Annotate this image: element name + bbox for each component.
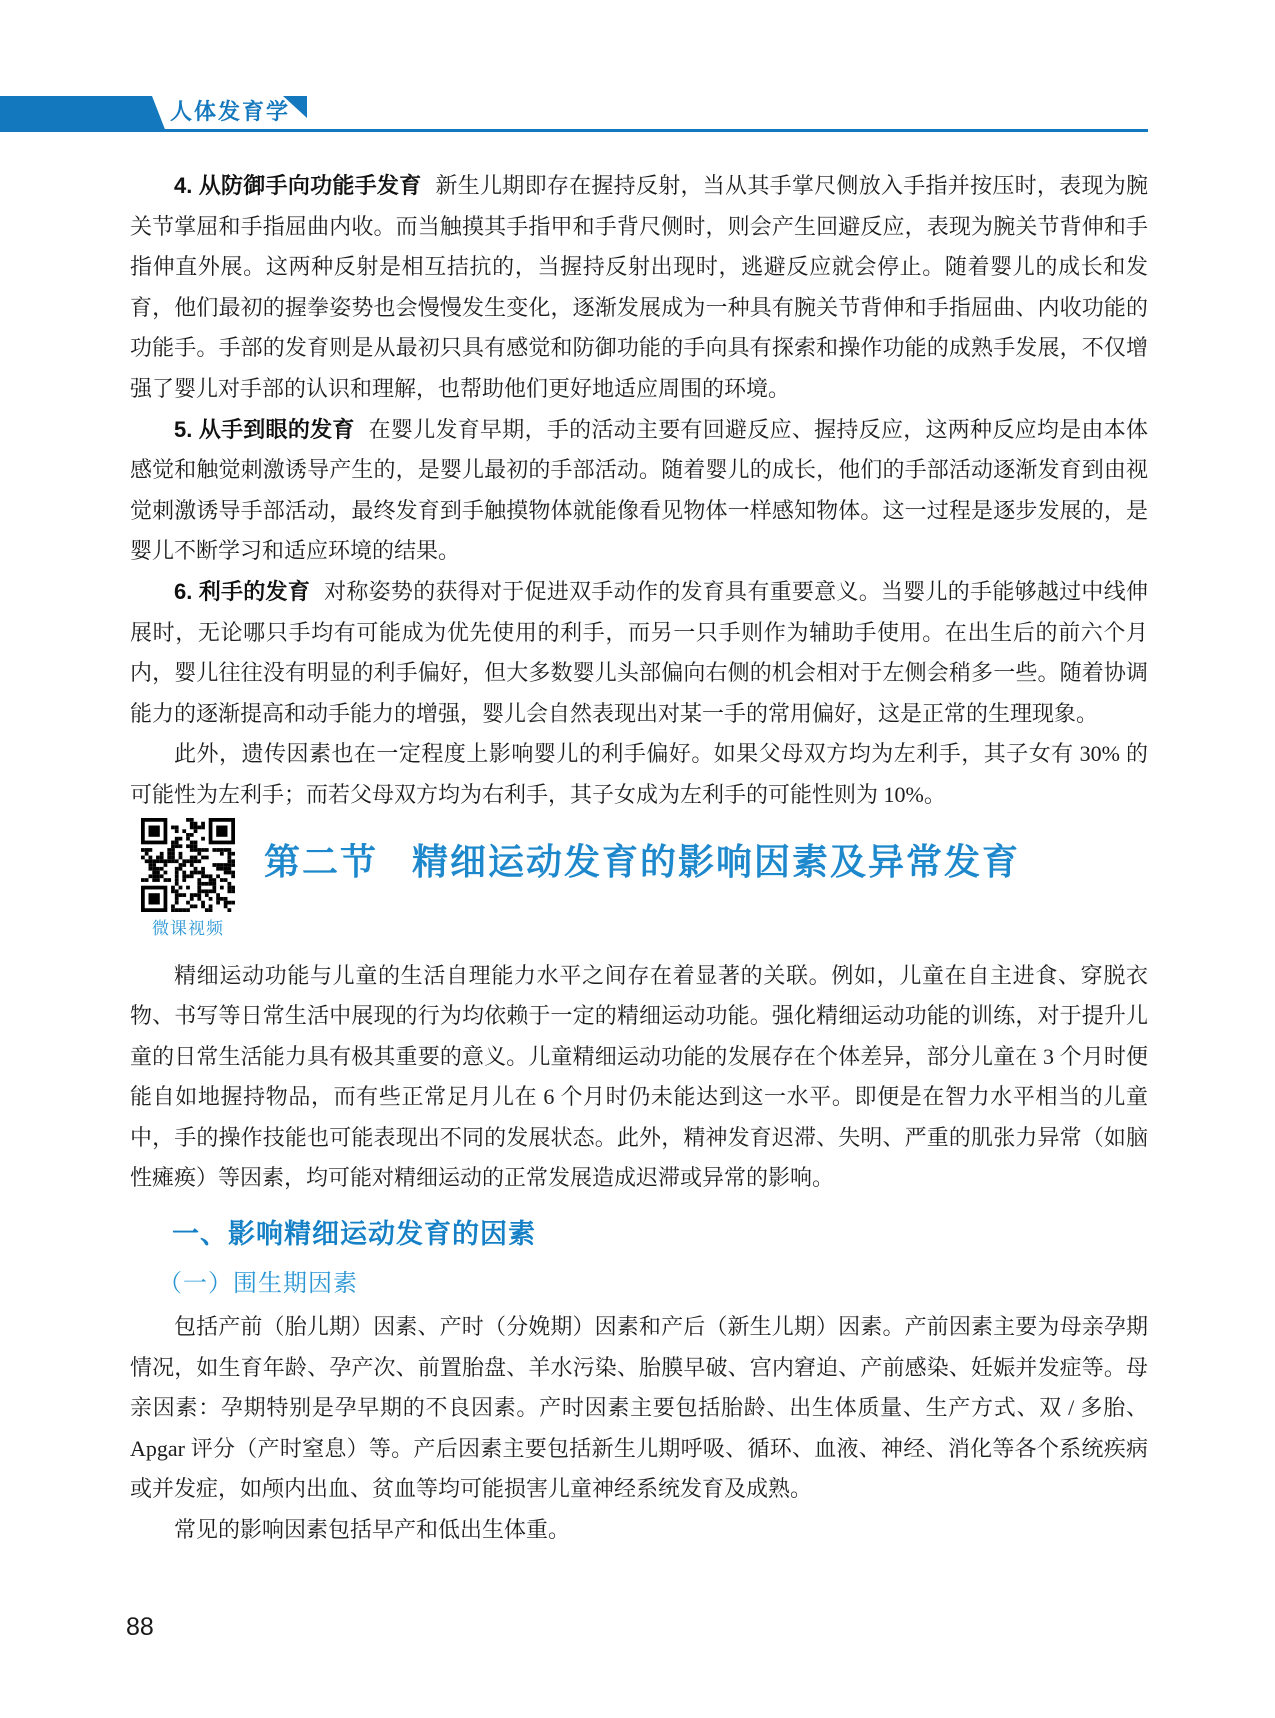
paragraph-common-factors: 常见的影响因素包括早产和低出生体重。	[174, 1517, 571, 1543]
paragraph-run-in-heading: 4. 从防御手向功能手发育	[174, 173, 422, 198]
paragraph-run-in-heading: 6. 利手的发育	[174, 578, 311, 604]
header-rule-line	[0, 129, 1148, 132]
qr-code	[141, 818, 235, 912]
paragraph-hand-to-eye	[130, 410, 1148, 572]
text-column	[130, 166, 1148, 1551]
paragraph-perinatal-detail: 包括产前（胎儿期）因素、产时（分娩期）因素和产后（新生儿期）因素。产前因素主要为母亲孕期情况，如生育年龄、孕产次、前置胎盘、羊水污染、胎膜早破、宫内窘迫、产前感染、妊娠并发症等。母亲因素：孕期特别是孕早期的不良因素。产时因素主要包括胎龄、出生体质量、生产方式、双 / 多胎、Apgar 评分（产时窒息）等。产后因素主要包括新生儿期呼吸、循环、血液、神经、消化等各个系统疾病或并发症，如颅内出血、贫血等均可能损害儿童神经系统发育及成熟。	[130, 1314, 1148, 1502]
paragraph-handedness	[130, 572, 1148, 734]
section-title-text: 精细运动发育的影响因素及异常发育	[412, 840, 1021, 882]
section-banner	[130, 818, 1148, 942]
heading-influencing-factors: 一、影响精细运动发育的因素	[172, 1219, 536, 1250]
paragraph-defensive-to-functional-hand	[130, 166, 1148, 410]
subheading-perinatal-factors: （一）围生期因素	[158, 1270, 358, 1298]
qr-block	[138, 818, 238, 939]
page-number: 88	[126, 1613, 154, 1641]
paragraph-body: 对称姿势的获得对于促进双手动作的发育具有重要意义。当婴儿的手能够越过中线伸展时，无论哪只手均有可能成为优先使用的利手，而另一只手则作为辅助手使用。在出生后的前六个月内，婴儿往往没有明显的利手偏好，但大多数婴儿头部偏向右侧的机会相对于左侧会稍多一些。随着协调能力的逐渐提高和动手能力的增强，婴儿会自然表现出对某一手的常用偏好，这是正常的生理现象。	[130, 578, 1148, 726]
section-title	[238, 818, 1148, 884]
paragraph-body: 在婴儿发育早期，手的活动主要有回避反应、握持反应，这两种反应均是由本体感觉和触觉刺激诱导产生的，是婴儿最初的手部活动。随着婴儿的成长，他们的手部活动逐渐发育到由视觉刺激诱导手部活动，最终发育到手触摸物体就能像看见物体一样感知物体。这一过程是逐步发展的，是婴儿不断学习和适应环境的结果。	[130, 416, 1148, 564]
paragraph-heredity-handedness: 此外，遗传因素也在一定程度上影响婴儿的利手偏好。如果父母双方均为左利手，其子女有 30% 的可能性为左利手；而若父母双方均为右利手，其子女成为左利手的可能性则为 10%。	[130, 741, 1148, 807]
running-head-book-title: 人体发育学	[169, 99, 290, 124]
header-blue-bar	[0, 96, 166, 132]
paragraph-body: 新生儿期即存在握持反射，当从其手掌尺侧放入手指并按压时，表现为腕关节掌屈和手指屈曲内收。而当触摸其手指甲和手背尺侧时，则会产生回避反应，表现为腕关节背伸和手指伸直外展。这两种反射是相互拮抗的，当握持反射出现时，逃避反应就会停止。随着婴儿的成长和发育，他们最初的握拳姿势也会慢慢发生变化，逐渐发展成为一种具有腕关节背伸和手指屈曲、内收功能的功能手。手部的发育则是从最初只具有感觉和防御功能的手向具有探索和操作功能的成熟手发展，不仅增强了婴儿对手部的认识和理解，也帮助他们更好地适应周围的环境。	[130, 173, 1148, 401]
paragraph-run-in-heading: 5. 从手到眼的发育	[174, 416, 355, 442]
paragraph-fine-motor-intro: 精细运动功能与儿童的生活自理能力水平之间存在着显著的关联。例如，儿童在自主进食、穿脱衣物、书写等日常生活中展现的行为均依赖于一定的精细运动功能。强化精细运动功能的训练，对于提升儿童的日常生活能力具有极其重要的意义。儿童精细运动功能的发展存在个体差异，部分儿童在 3 个月时便能自如地握持物品，而有些正常足月儿在 6 个月时仍未能达到这一水平。即便是在智力水平相当的儿童中，手的操作技能也可能表现出不同的发展状态。此外，精神发育迟滞、失明、严重的肌张力异常（如脑性瘫痪）等因素，均可能对精细运动的正常发展造成迟滞或异常的影响。	[130, 962, 1148, 1191]
qr-caption: 微课视频	[152, 918, 224, 938]
section-number: 第二节	[264, 840, 379, 882]
